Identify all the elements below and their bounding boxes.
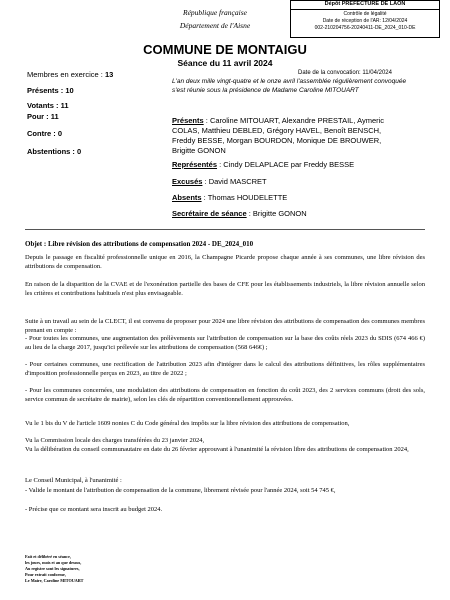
stat-votants-label: Votants : — [27, 101, 59, 110]
presents-label: Présents — [172, 116, 204, 125]
paragraph-12: - Précise que ce montant sera inscrit au budget 2024. — [25, 506, 163, 513]
paragraph-11: - Valide le montant de l'attribution de compensation de la commune, librement révisée pour l'année 2024, soit 54 745 €, — [25, 487, 336, 494]
stat-members — [27, 70, 113, 79]
stamp-reception: Date de réception de l'AR: 12/04/2024 — [322, 18, 408, 24]
represented-line — [172, 160, 354, 170]
stat-presents-value: 10 — [65, 86, 74, 95]
stat-contre — [27, 129, 62, 138]
absents-label: Absents — [172, 193, 202, 202]
represented-text: : Cindy DELAPLACE par Freddy BESSE — [217, 160, 355, 169]
secretary-text: : Brigitte GONON — [248, 209, 307, 218]
stat-contre-value: 0 — [57, 129, 63, 138]
paragraph-8: Vu la Commission locale des charges transférées du 23 janvier 2024, — [25, 437, 205, 444]
page-title: COMMUNE DE MONTAIGU — [143, 42, 307, 57]
footer-line: Le Maire, Caroline MITOUART — [25, 578, 84, 583]
footer-line: Pour extrait conforme, — [25, 572, 66, 577]
prefecture-stamp — [290, 0, 440, 38]
stat-votants — [27, 101, 69, 110]
represented-label: Représentés — [172, 160, 218, 169]
presents-line-2: COLAS, Matthieu DEBLED, Grégory HAVEL, Benoît BENSCH, — [172, 126, 382, 135]
secretary-label: Secrétaire de séance — [172, 209, 247, 218]
footer-line: Fait et délibéré en séance, — [25, 554, 71, 559]
excused-line — [172, 177, 267, 187]
republic-label: République française — [183, 8, 247, 17]
stat-pour — [27, 112, 59, 121]
footer-line: les jours, mois et an que dessus, — [25, 560, 82, 565]
stat-members-value: 13 — [104, 70, 114, 79]
paragraph-7: Vu le 1 bis du V de l'article 1609 nonies C du Code général des impôts sur la libre révision des attributions de compensation, — [25, 420, 350, 427]
stat-members-label: Membres en exercice : — [27, 70, 103, 79]
object-title: Objet : Libre révision des attributions de compensation 2024 - DE_2024_010 — [25, 240, 254, 248]
paragraph-1: Depuis le passage en fiscalité professionnelle unique en 2016, la Champagne Picarde propose chaque année à ses communes, une libre révision des attributions de compensation. — [25, 254, 425, 270]
stat-pour-label: Pour : — [27, 112, 49, 121]
paragraph-2: En raison de la disparition de la CVAE et de l'exonération partielle des bases de CFE pour les établissements industriels, la libre révision annuelle selon les critères et contributions habituels n'est plus envisageable. — [25, 281, 425, 297]
stat-pour-value: 11 — [50, 112, 59, 121]
stat-contre-label: Contre : — [27, 129, 56, 138]
presents-line-3: Freddy BESSE, Morgan BOURDON, Monique DE BROUWER, — [172, 136, 382, 145]
excused-label: Excusés — [172, 177, 203, 186]
signature-block — [25, 554, 225, 584]
secretary-line — [172, 209, 307, 219]
stat-presents — [27, 86, 74, 95]
stat-abstentions — [27, 147, 81, 156]
excused-text: : David MASCRET — [202, 177, 267, 186]
stat-abst-label: Abstentions : — [27, 147, 75, 156]
stat-votants-value: 11 — [60, 101, 69, 110]
paragraph-6: - Pour les communes concernées, une modulation des attributions de compensation en fonction du coût 2023, des 2 services communs (droit des sols, service commun de secrétaire de mairie), selon les clés de répartition conventionnellement approuvées. — [25, 387, 425, 403]
absents-text: : Thomas HOUDELETTE — [201, 193, 288, 202]
footer-line: Au registre sont les signatures, — [25, 566, 80, 571]
session-date: Séance du 11 avril 2024 — [177, 58, 273, 68]
stamp-depot: Dépôt PREFECTURE DE LAON — [291, 1, 439, 10]
header-left — [150, 6, 280, 32]
paragraph-4: - Pour toutes les communes, une augmentation des prélèvements sur l'attribution de compensation sur la base des coûts réels 2023 du SDIS (674 466 €) au lieu de la charge 2017, jusqu'ici prélevée sur les attributions de compensation (568 646€) ; — [25, 335, 425, 351]
stat-abst-value: 0 — [77, 147, 82, 156]
stat-presents-label: Présents : — [27, 86, 64, 95]
department-label: Département de l'Aisne — [179, 21, 251, 30]
paragraph-9: Vu la délibération du conseil communautaire en date du 26 février approuvant à l'unanimité la révision libre des attributions de compensation 2024, — [25, 446, 409, 453]
absents-line — [172, 193, 287, 203]
stamp-control: Contrôle de légalité — [343, 11, 387, 17]
session-intro: L'an deux mille vingt-quatre et le onze avril l'assemblée régulièrement convoquée s'est réunie sous la présidence de Madame Caroline MITOUART — [172, 78, 407, 94]
convocation-date: Date de la convocation: 11/04/2024 — [298, 70, 392, 76]
divider — [25, 229, 425, 230]
paragraph-10: Le Conseil Municipal, à l'unanimité : — [25, 477, 122, 484]
presents-line-1 — [172, 116, 384, 126]
stamp-id: 002-210204756-20240411-DE_2024_010-DE — [314, 25, 416, 31]
paragraph-3: Suite à un travail au sein de la CLECT, il est convenu de proposer pour 2024 une libre révision des attributions de compensation des communes membres prenant en compte : — [25, 318, 425, 334]
presents-text: : Caroline MITOUART, Alexandre PRESTAIL, Aymeric — [203, 116, 385, 125]
presents-line-4: Brigitte GONON — [172, 146, 226, 155]
paragraph-5: - Pour certaines communes, une rectification de l'attribution 2023 afin d'intégrer dans le calcul des attributions définitives, les rôles supplémentaires d'imposition professionnelle perçus en 2023, au titre de 2022 ; — [25, 361, 425, 377]
